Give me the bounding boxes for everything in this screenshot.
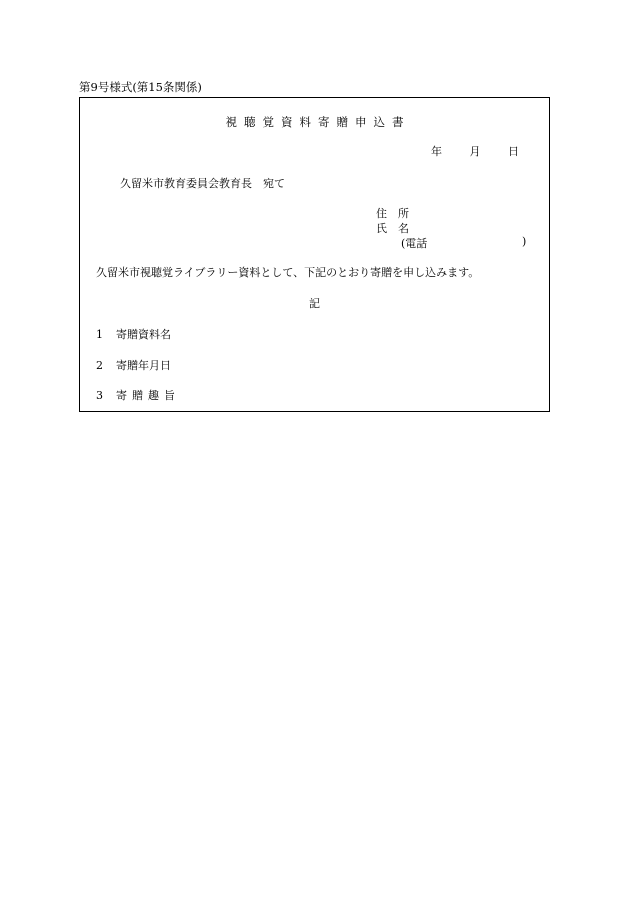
address-label: 住 所 (376, 207, 409, 220)
date-day-label: 日 (508, 145, 519, 158)
item-number: 3 (96, 389, 103, 402)
form-title: 視聴覚資料寄贈申込書 (225, 115, 411, 129)
application-statement: 久留米市視聴覚ライブラリー資料として、下記のとおり寄贈を申し込みます。 (96, 266, 480, 279)
addressee: 久留米市教育委員会教育長 宛て (120, 177, 285, 190)
record-heading: 記 (309, 297, 320, 310)
application-form (79, 97, 550, 412)
item-label: 寄贈年月日 (116, 359, 171, 372)
date-row (431, 143, 519, 159)
date-month-label: 月 (469, 145, 481, 158)
item-label: 寄贈資料名 (116, 328, 171, 341)
date-year-label: 年 (431, 145, 442, 158)
list-item (96, 387, 180, 403)
name-label: 氏 名 (376, 222, 409, 235)
list-item (96, 326, 171, 342)
item-label: 寄贈趣旨 (116, 389, 180, 402)
form-number-label: 第9号様式(第15条関係) (79, 80, 202, 94)
list-item (96, 357, 171, 373)
item-number: 1 (96, 328, 103, 341)
phone-label: (電話 (401, 237, 428, 250)
item-number: 2 (96, 359, 103, 372)
phone-close-paren: ) (522, 235, 527, 248)
